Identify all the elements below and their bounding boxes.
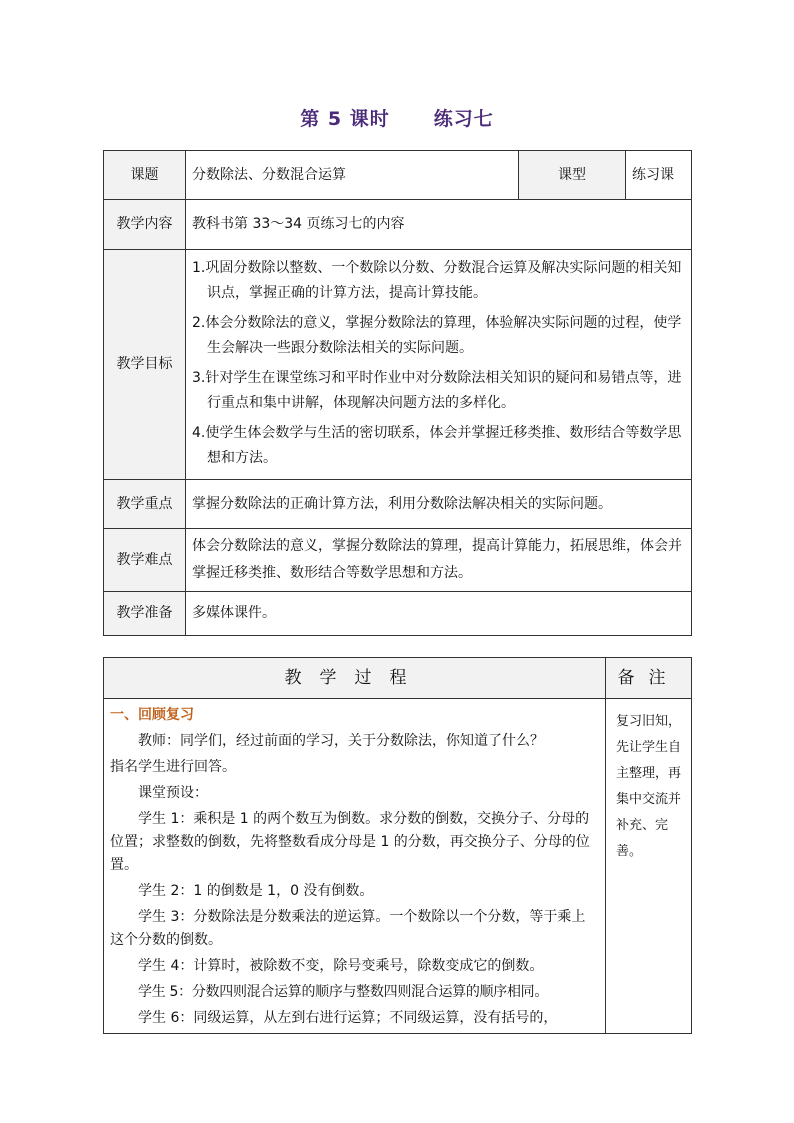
preset-label: 课堂预设：: [138, 785, 208, 801]
difficulty-value: 体会分数除法的意义，掌握分数除法的算理，提高计算能力，拓展思维，体会并掌握迁移类推、数形结合等数学思想和方法。: [186, 529, 692, 592]
lesson-number: 第 5 课时: [300, 108, 390, 130]
student-answer-5: 学生 5：分数四则混合运算的顺序与整数四则混合运算的顺序相同。: [138, 984, 549, 1000]
row-goals: [104, 250, 692, 480]
row-preparation: [104, 592, 692, 636]
preparation-value: 多媒体课件。: [186, 592, 692, 636]
goals-list: [186, 250, 692, 480]
student-answer-1: 学生 1：乘积是 1 的两个数互为倒数。求分数的倒数，交换分子、分母的位置；求整数的倒数，先将整数看成分母是 1 的分数，再交换分子、分母的位置。: [110, 811, 590, 873]
process-header: 教学过程: [104, 658, 606, 699]
student-answer-6: 学生 6：同级运算，从左到右进行运算；不同级运算，没有括号的，: [138, 1010, 558, 1026]
section-heading: 一、回顾复习: [110, 707, 194, 723]
student-answer-4: 学生 4：计算时，被除数不变，除号变乘号，除数变成它的倒数。: [138, 958, 544, 974]
key-value: 掌握分数除法的正确计算方法，利用分数除法解决相关的实际问题。: [186, 480, 692, 529]
content-label: 教学内容: [104, 200, 186, 250]
difficulty-label: 教学难点: [104, 529, 186, 592]
lesson-name: 练习七: [433, 108, 494, 130]
preparation-label: 教学准备: [104, 592, 186, 636]
student-answer-3: 学生 3：分数除法是分数乘法的逆运算。一个数除以一个分数，等于乘上这个分数的倒数。: [110, 909, 586, 948]
topic-label: 课题: [104, 151, 186, 200]
process-body: [104, 699, 606, 1034]
teacher-line: 教师：同学们，经过前面的学习，关于分数除法，你知道了什么？: [138, 733, 544, 749]
topic-value: 分数除法、分数混合运算: [186, 151, 519, 200]
teacher-line-2: 指名学生进行回答。: [110, 759, 236, 775]
goal-item: 4.使学生体会数学与生活的密切联系，体会并掌握迁移类推、数形结合等数学思想和方法。: [192, 425, 682, 466]
goals-label: 教学目标: [104, 250, 186, 480]
page-title: [0, 104, 794, 131]
row-difficulty: [104, 529, 692, 592]
notes-cell: 复习旧知，先让学生自主整理，再集中交流并补充、完善。: [606, 699, 692, 1034]
type-value: 练习课: [626, 151, 692, 200]
goal-item: 2.体会分数除法的意义，掌握分数除法的算理，体验解决实际问题的过程，使学生会解决一些跟分数除法相关的实际问题。: [192, 315, 682, 356]
row-content: [104, 200, 692, 250]
row-key: [104, 480, 692, 529]
key-label: 教学重点: [104, 480, 186, 529]
process-header-row: [104, 658, 692, 699]
notes-header: 备注: [606, 658, 692, 699]
lesson-info-table: [103, 150, 692, 636]
content-value: 教科书第 33～34 页练习七的内容: [186, 200, 692, 250]
student-answer-2: 学生 2：1 的倒数是 1，0 没有倒数。: [138, 883, 374, 899]
goal-item: 1.巩固分数除以整数、一个数除以分数、分数混合运算及解决实际问题的相关知识点，掌握正确的计算方法，提高计算技能。: [192, 260, 682, 301]
row-topic: [104, 151, 692, 200]
process-table: [103, 657, 692, 1034]
process-body-row: [104, 699, 692, 1034]
type-label: 课型: [519, 151, 626, 200]
goal-item: 3.针对学生在课堂练习和平时作业中对分数除法相关知识的疑问和易错点等，进行重点和集中讲解，体现解决问题方法的多样化。: [192, 370, 682, 411]
